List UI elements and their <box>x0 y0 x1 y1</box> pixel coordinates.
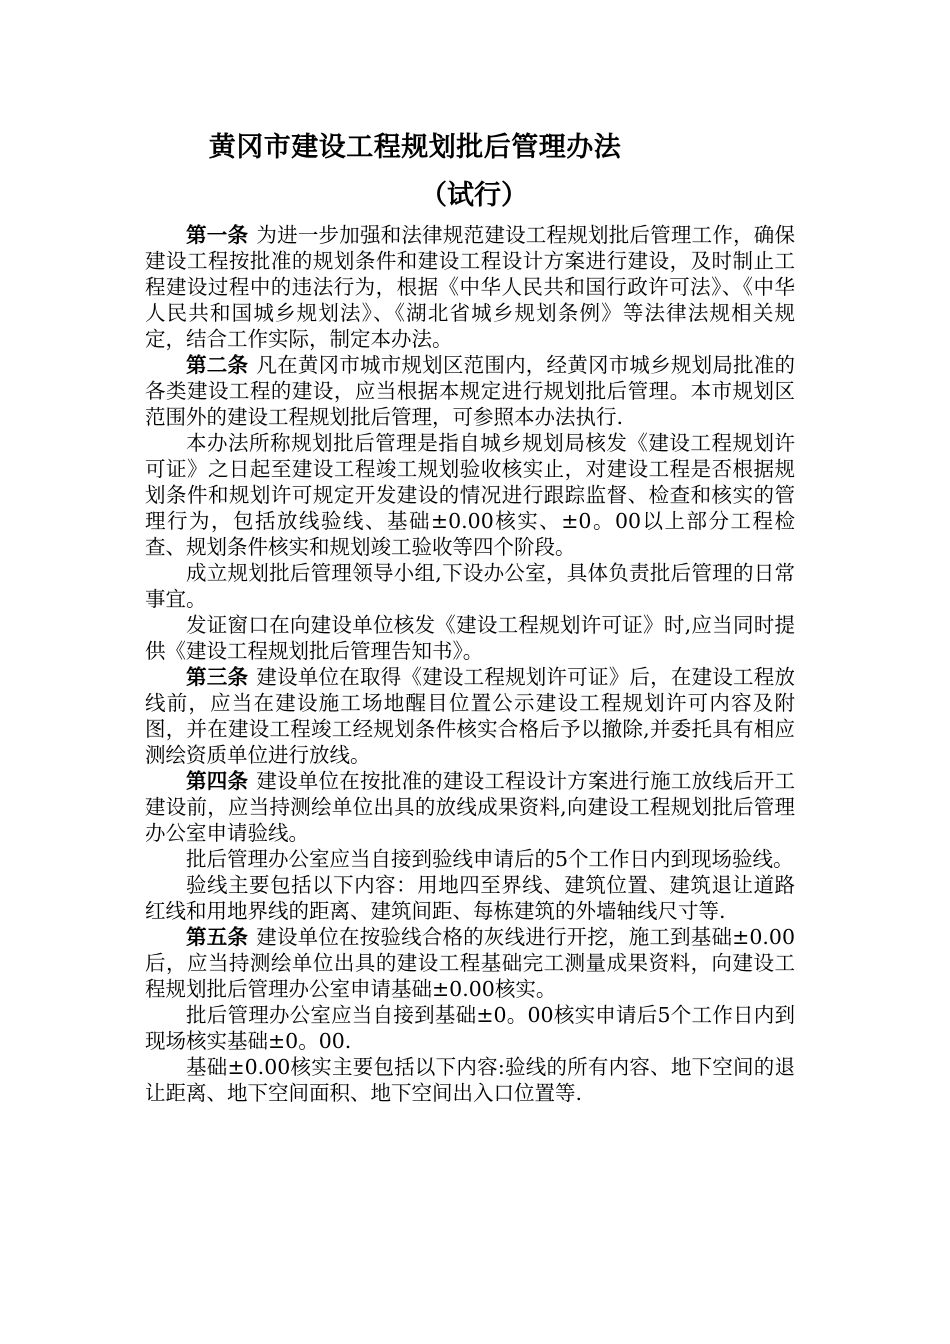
paragraph <box>145 560 795 612</box>
paragraph <box>145 612 795 664</box>
paragraph-text: 发证窗口在向建设单位核发《建设工程规划许可证》时,应当同时提供《建设工程规划批后管理告知书》。 <box>145 613 795 663</box>
article-heading: 第一条 <box>186 223 249 247</box>
paragraph-text: 建设单位在取得《建设工程规划许可证》后，在建设工程放线前，应当在建设施工场地醒目位置公示建设工程规划许可内容及附图，并在建设工程竣工经规划条件核实合格后予以撤除,并委托具有相应测绘资质单位进行放线。 <box>145 665 796 767</box>
document-body <box>145 222 795 1106</box>
paragraph-text: 凡在黄冈市城市规划区范围内，经黄冈市城乡规划局批准的各类建设工程的建设，应当根据本规定进行规划批后管理。本市规划区范围外的建设工程规划批后管理，可参照本办法执行. <box>145 353 796 429</box>
paragraph <box>145 1002 795 1054</box>
paragraph-text: 批后管理办公室应当自接到验线申请后的5个工作日内到现场验线。 <box>186 847 794 871</box>
paragraph <box>145 352 795 430</box>
document-subtitle: （试行） <box>420 180 528 211</box>
paragraph <box>145 664 795 768</box>
paragraph-text: 建设单位在按批准的建设工程设计方案进行施工放线后开工建设前，应当持测绘单位出具的放线成果资料,向建设工程规划批后管理办公室申请验线。 <box>145 769 796 845</box>
paragraph <box>145 430 795 560</box>
paragraph-text: 成立规划批后管理领导小组,下设办公室，具体负责批后管理的日常事宜。 <box>145 561 795 611</box>
paragraph <box>145 846 795 872</box>
paragraph-text: 建设单位在按验线合格的灰线进行开挖，施工到基础±0.00后，应当持测绘单位出具的建设工程基础完工测量成果资料，向建设工程规划批后管理办公室申请基础±0.00核实。 <box>145 925 795 1001</box>
document-title: 黄冈市建设工程规划批后管理办法 <box>208 132 622 163</box>
article-heading: 第二条 <box>186 353 249 377</box>
paragraph-text: 本办法所称规划批后管理是指自城乡规划局核发《建设工程规划许可证》之日起至建设工程竣工规划验收核实止，对建设工程是否根据规划条件和规划许可规定开发建设的情况进行跟踪监督、检查和核实的管理行为，包括放线验线、基础±0.00核实、±0。00以上部分工程检查、规划条件核实和规划竣工验收等四个阶段。 <box>145 431 795 559</box>
paragraph-text: 基础±0.00核实主要包括以下内容:验线的所有内容、地下空间的退让距离、地下空间面积、地下空间出入口位置等. <box>145 1055 795 1105</box>
paragraph-text: 批后管理办公室应当自接到基础±0。00核实申请后5个工作日内到现场核实基础±0。00. <box>145 1003 795 1053</box>
paragraph <box>145 1054 795 1106</box>
paragraph <box>145 924 795 1002</box>
article-heading: 第五条 <box>186 925 249 949</box>
paragraph-text: 为进一步加强和法律规范建设工程规划批后管理工作，确保建设工程按批准的规划条件和建设工程设计方案进行建设，及时制止工程建设过程中的违法行为，根据《中华人民共和国行政许可法》、《中华人民共和国城乡规划法》、《湖北省城乡规划条例》等法律法规相关规定，结合工作实际，制定本办法。 <box>145 223 796 351</box>
article-heading: 第四条 <box>186 769 249 793</box>
paragraph-text: 验线主要包括以下内容：用地四至界线、建筑位置、建筑退让道路红线和用地界线的距离、建筑间距、每栋建筑的外墙轴线尺寸等. <box>145 873 795 923</box>
paragraph <box>145 222 795 352</box>
paragraph <box>145 768 795 846</box>
paragraph <box>145 872 795 924</box>
article-heading: 第三条 <box>186 665 249 689</box>
